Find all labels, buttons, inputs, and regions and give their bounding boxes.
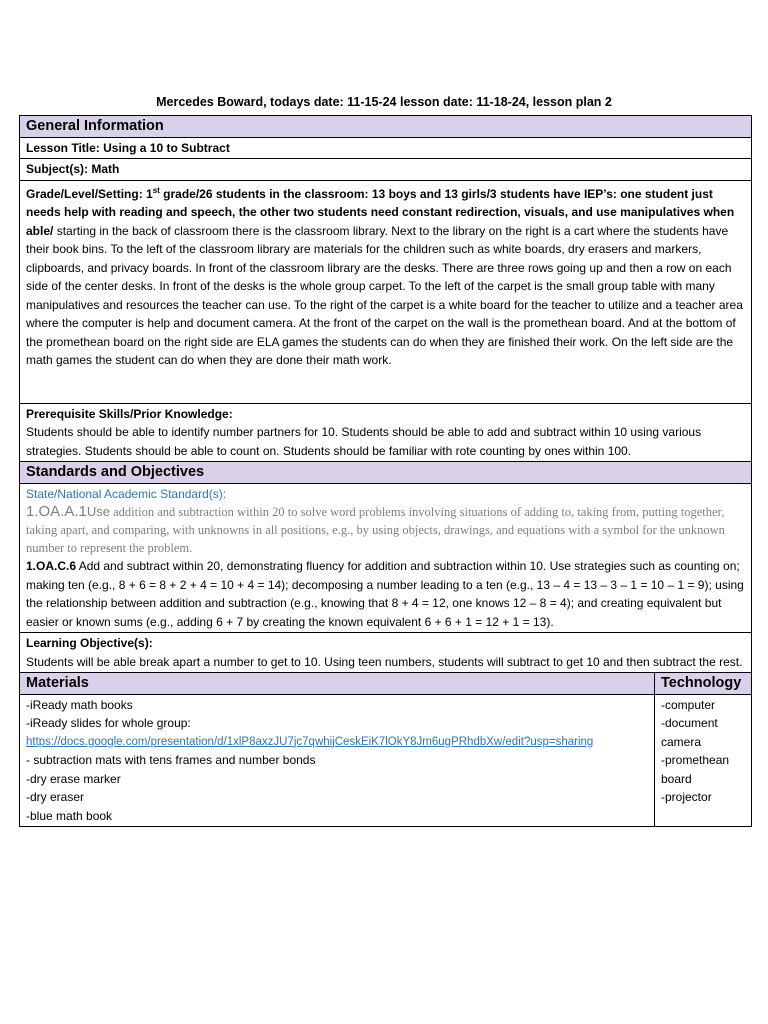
technology-item: -computer (661, 697, 716, 712)
standard-2 (26, 557, 745, 631)
standard-2-text: Add and subtract within 20, demonstrating fluency for addition and subtraction within 10. Use strategies such as counting on; making ten (e.g., 8 + 6 = 8 + 2 + 4 = 10 + 4 = 14); decomposing a number leading to a ten (e.g., 13 – 4 = 13 – 3 – 1 = 10 – 1 = 9); using the relationship between addition and subtraction (e.g., knowing that 8 + 4 = 12, one knows 12 – 8 = 4); and creating equivalent but easier or known sums (e.g., adding 6 + 7 by creating the known equivalent 6 + 6 + 1 = 12 + 1 = 13). (26, 559, 744, 629)
page-header: Mercedes Boward, todays date: 11-15-24 lesson date: 11-18-24, lesson plan 2 (156, 95, 612, 109)
lesson-title: Lesson Title: Using a 10 to Subtract (20, 137, 752, 159)
materials-heading: Materials (20, 673, 655, 695)
slides-link[interactable]: https://docs.google.com/presentation/d/1xlP8axzJU7jc7qwhijCeskEiK7lOkY8Jm6ugPRhdbXw/edit?usp=sharing (26, 735, 594, 748)
material-item: -iReady math books (26, 697, 133, 712)
standard-1 (26, 503, 745, 557)
grade-sup: st (152, 185, 160, 195)
technology-heading: Technology (655, 673, 752, 695)
material-item: -blue math book (26, 808, 113, 823)
materials-list (20, 694, 655, 827)
material-item: - subtraction mats with tens frames and number bonds (26, 753, 316, 767)
section-title: Standards and Objectives (20, 462, 752, 484)
material-item: -dry eraser (26, 790, 85, 804)
standard-1-text: addition and subtraction within 20 to solve word problems involving situations of adding to, taking from, putting together, taking apart, and comparing, with unknowns in all positions, e.g., by using objects, drawings, and equations with a symbol for the unknown number to represent the problem. (26, 505, 725, 555)
prereq-label: Prerequisite Skills/Prior Knowledge: (26, 406, 233, 421)
standard-1-code: 1.OA.A.1 (26, 503, 87, 520)
standards-label: State/National Academic Standard(s): (26, 486, 227, 501)
academic-standards (20, 483, 752, 633)
technology-item: -document camera (661, 716, 718, 749)
grade-level-setting (20, 180, 752, 403)
prereq-text: Students should be able to identify number partners for 10. Students should be able to add and subtract within 10 using various strategies. Students should be able to count on. Students should be familiar with rote counting by ones within 100. (26, 425, 702, 458)
prerequisite-skills (20, 403, 752, 462)
materials-technology-header (20, 673, 752, 695)
material-item: -iReady slides for whole group: (26, 716, 191, 730)
learning-objectives (20, 633, 752, 673)
standards-objectives-header (20, 462, 752, 484)
technology-item: -promethean board (661, 753, 730, 786)
grade-label-b: grade/26 students in the classroom: 13 boys and 13 girls/3 students have IEP’s: one student just needs help with reading and speech, the other two students need constant redirection, visuals, and use manipulatives when able/ (26, 186, 735, 238)
technology-item: -projector (661, 790, 712, 804)
objective-label: Learning Objective(s): (26, 636, 153, 650)
grade-label-a: Grade/Level/Setting: 1 (26, 186, 153, 201)
subject: Subject(s): Math (20, 159, 752, 181)
general-information-header (20, 116, 752, 138)
section-title: General Information (20, 116, 752, 138)
objective-text: Students will be able break apart a number to get to 10. Using teen numbers, students will subtract to get 10 and then subtract the rest. (26, 654, 743, 669)
lesson-plan-table (19, 115, 752, 827)
standard-1-verb: Use (86, 504, 110, 519)
standard-2-code: 1.OA.C.6 (26, 559, 77, 573)
grade-text: starting in the back of classroom there is the classroom library. Next to the library on the right is a cart where the students have their book bins. To the left of the classroom library are materials for the children such as white boards, dry erasers and markers, clipboards, and privacy boards. In front of the classroom library are the desks. There are three rows going up and then a row on each side of the center desks. In front of the desks is the whole group carpet. To the left of the carpet is the small group table with many manipulatives and resources the teacher can use. To the right of the carpet is a white board for the teacher to utilize and a teacher area where the computer is help and document camera. At the front of the carpet on the wall is the promethean board. And at the bottom of the promethean board on the right side are ELA games the students can do when they are finished their work. On the left side are the math games the student can do when they are done their math work. (26, 223, 743, 367)
material-item: -dry erase marker (26, 771, 121, 786)
technology-list (655, 694, 752, 827)
